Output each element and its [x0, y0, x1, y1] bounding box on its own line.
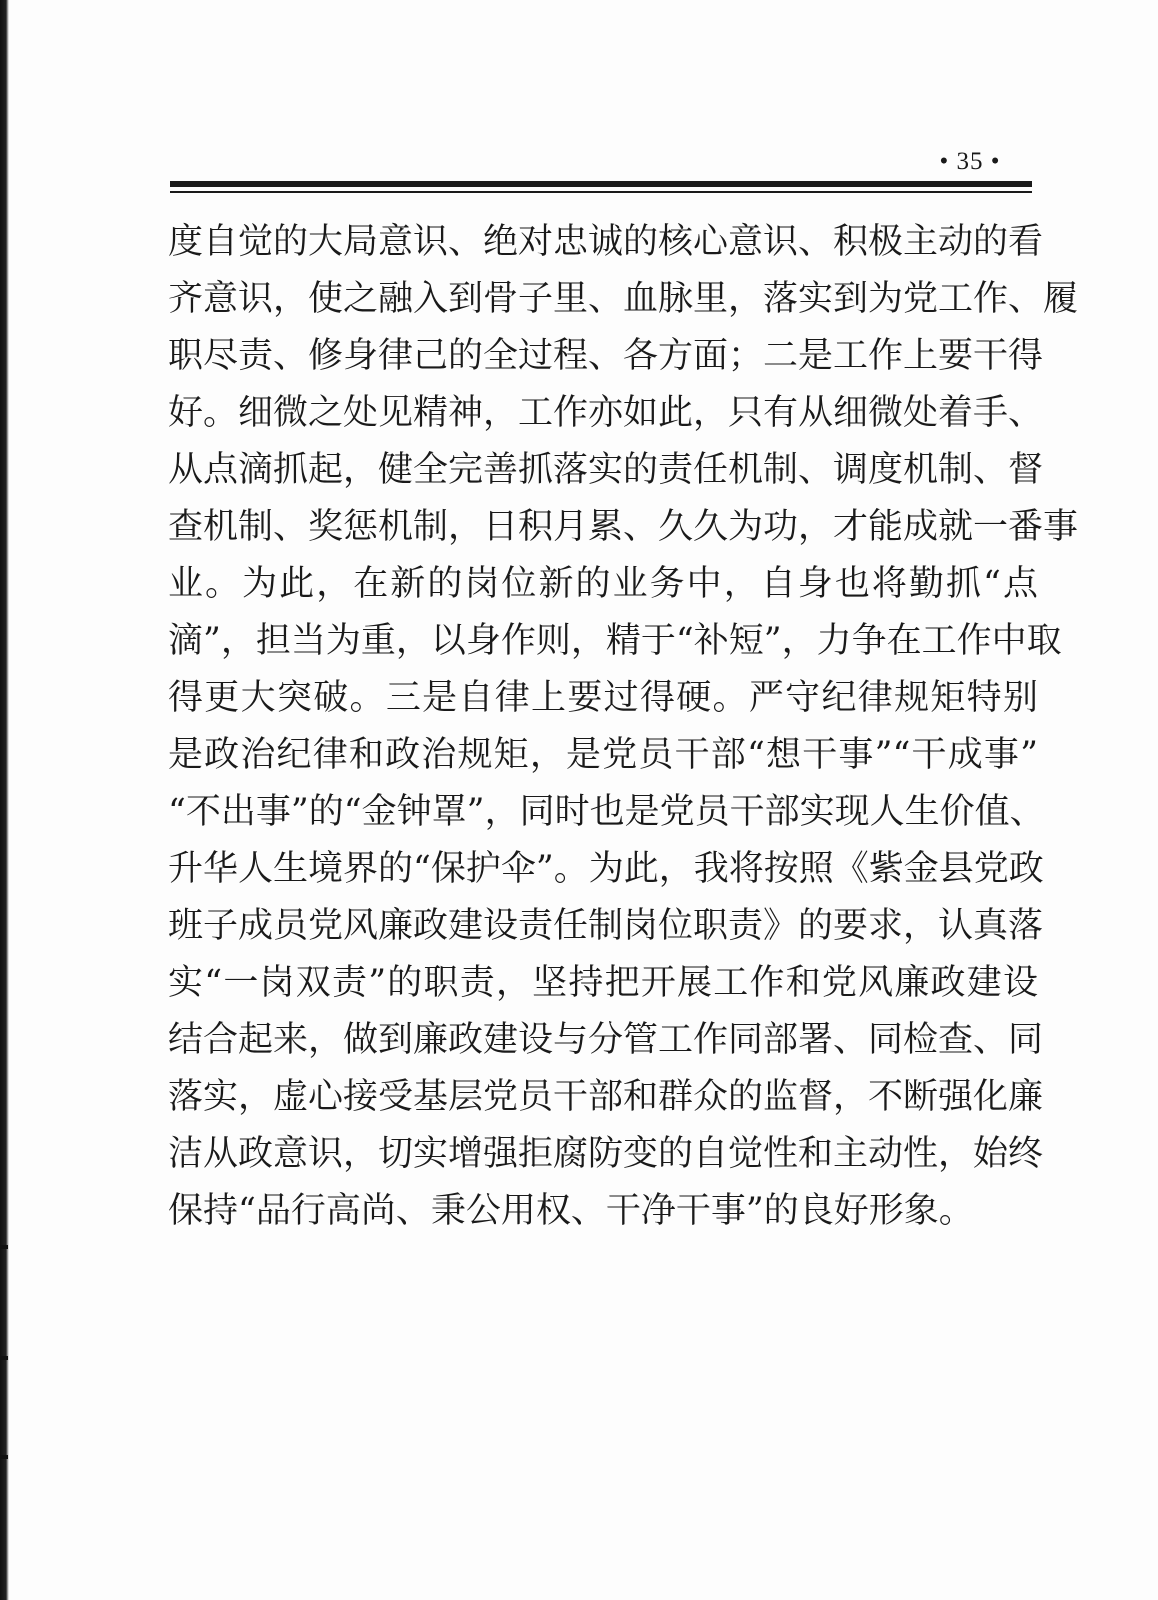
text-line: 结合起来，做到廉政建设与分管工作同部署、同检查、同	[168, 1020, 1044, 1060]
text-line: 好。细微之处见精神，工作亦如此，只有从细微处着手、	[168, 393, 1044, 433]
body-text	[168, 218, 1079, 1244]
page-number: • 35 •	[939, 148, 1001, 175]
header-rule-thick	[170, 181, 1032, 187]
scan-edge-mark	[0, 1455, 8, 1459]
text-line: 查机制、奖惩机制，日积月累、久久为功，才能成就一番事	[168, 507, 1079, 547]
header-rule-thin	[170, 191, 1032, 193]
text-line: 得更大突破。三是自律上要过得硬。严守纪律规矩特别	[168, 678, 1038, 718]
text-line: 升华人生境界的“保护伞”。为此，我将按照《紫金县党政	[168, 849, 1044, 889]
text-line: 职尽责、修身律己的全过程、各方面；二是工作上要干得	[168, 336, 1044, 376]
text-line: 齐意识，使之融入到骨子里、血脉里，落实到为党工作、履	[168, 279, 1079, 319]
text-line: 滴”，担当为重，以身作则，精于“补短”，力争在工作中取	[168, 621, 1062, 661]
text-line: 实“一岗双责”的职责，坚持把开展工作和党风廉政建设	[168, 963, 1038, 1003]
text-line: 度自觉的大局意识、绝对忠诚的核心意识、积极主动的看	[168, 222, 1044, 262]
scan-edge-mark	[0, 1245, 8, 1249]
text-line: “不出事”的“金钟罩”，同时也是党员干部实现人生价值、	[168, 792, 1045, 832]
scan-edge-shadow	[0, 0, 9, 1600]
text-line: 保持“品行高尚、秉公用权、干净干事”的良好形象。	[168, 1191, 974, 1231]
text-line: 洁从政意识，切实增强拒腐防变的自觉性和主动性，始终	[168, 1134, 1044, 1174]
scan-edge-mark	[0, 1356, 8, 1360]
text-line: 从点滴抓起，健全完善抓落实的责任机制、调度机制、督	[168, 450, 1044, 490]
text-line: 是政治纪律和政治规矩，是党员干部“想干事”“干成事”	[168, 735, 1038, 775]
text-line: 落实，虚心接受基层党员干部和群众的监督，不断强化廉	[168, 1077, 1044, 1117]
text-line: 业。为此，在新的岗位新的业务中，自身也将勤抓“点	[168, 564, 1038, 604]
text-line: 班子成员党风廉政建设责任制岗位职责》的要求，认真落	[168, 906, 1044, 946]
